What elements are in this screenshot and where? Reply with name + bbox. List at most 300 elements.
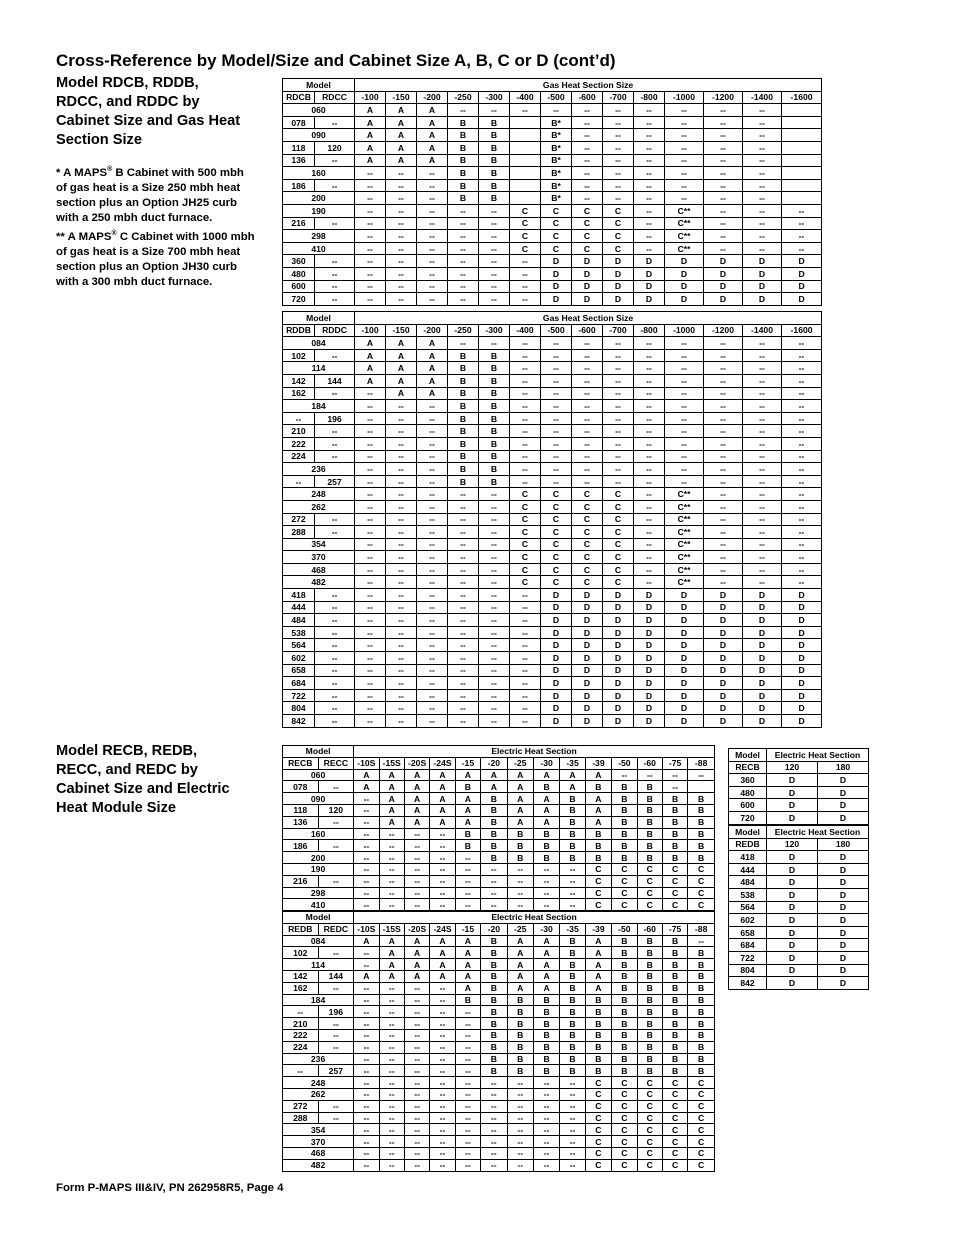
- cabinet-size-cell: D: [572, 267, 603, 280]
- cabinet-size-cell: --: [354, 828, 379, 840]
- cabinet-size-cell: B: [560, 1029, 585, 1041]
- gas-section-heading: [56, 74, 271, 150]
- cabinet-size-cell: --: [430, 982, 455, 994]
- cabinet-size-cell: --: [479, 104, 510, 117]
- cabinet-size-cell: --: [510, 412, 541, 425]
- cabinet-size-cell: B*: [541, 141, 572, 154]
- cabinet-size-cell: --: [572, 475, 603, 488]
- cabinet-size-cell: --: [665, 154, 704, 167]
- cabinet-size-cell: --: [510, 664, 541, 677]
- cabinet-size-cell: D: [603, 689, 634, 702]
- cabinet-size-cell: --: [448, 689, 479, 702]
- cabinet-size-cell: A: [386, 129, 417, 142]
- cabinet-size-cell: --: [479, 715, 510, 728]
- cabinet-size-cell: B: [479, 437, 510, 450]
- table-row: [283, 1100, 715, 1112]
- cabinet-size-cell: B: [662, 1041, 687, 1053]
- cabinet-size-cell: --: [355, 715, 386, 728]
- cabinet-size-cell: --: [743, 179, 782, 192]
- cabinet-size-cell: --: [355, 664, 386, 677]
- cabinet-size-cell: B: [479, 116, 510, 129]
- cabinet-size-cell: C: [688, 863, 715, 875]
- cabinet-size-cell: C: [603, 242, 634, 255]
- cabinet-size-cell: --: [603, 437, 634, 450]
- cabinet-size-cell: --: [355, 500, 386, 513]
- cabinet-size-cell: --: [704, 563, 743, 576]
- cabinet-size-cell: C: [585, 875, 611, 887]
- cabinet-size-cell: B: [479, 412, 510, 425]
- cabinet-size-cell: --: [704, 513, 743, 526]
- cabinet-size-cell: --: [481, 1088, 507, 1100]
- cabinet-size-cell: --: [634, 463, 665, 476]
- cabinet-size-cell: --: [634, 500, 665, 513]
- cabinet-size-cell: C: [637, 899, 662, 911]
- cabinet-size-cell: C: [603, 576, 634, 589]
- model-size-cell: 190: [283, 863, 354, 875]
- model-size-cell: 084: [283, 935, 354, 947]
- model-size-cell: --: [315, 154, 355, 167]
- model-size-cell: 114: [283, 959, 354, 971]
- cabinet-size-cell: C: [637, 863, 662, 875]
- size-column-header: -30: [533, 757, 559, 769]
- cabinet-size-cell: --: [417, 255, 448, 268]
- cabinet-size-cell: B: [507, 1029, 533, 1041]
- cabinet-size-cell: C: [688, 1100, 715, 1112]
- cabinet-size-cell: A: [455, 970, 480, 982]
- cabinet-size-cell: --: [572, 450, 603, 463]
- model-size-cell: --: [315, 715, 355, 728]
- group-header: Electric Heat Section: [767, 826, 869, 839]
- cabinet-size-cell: D: [704, 664, 743, 677]
- cabinet-size-cell: --: [355, 387, 386, 400]
- cabinet-size-cell: C: [541, 230, 572, 243]
- size-column-header: -800: [634, 91, 665, 104]
- cabinet-size-cell: --: [354, 1065, 379, 1077]
- table-row: [283, 563, 822, 576]
- cabinet-size-cell: D: [634, 589, 665, 602]
- cabinet-size-cell: A: [585, 970, 611, 982]
- cabinet-size-cell: B: [662, 970, 687, 982]
- cabinet-size-cell: D: [767, 799, 818, 812]
- cabinet-size-cell: --: [355, 217, 386, 230]
- cabinet-size-cell: --: [634, 563, 665, 576]
- cabinet-size-cell: --: [743, 387, 782, 400]
- table-row: [283, 1077, 715, 1089]
- cabinet-size-cell: B: [637, 1018, 662, 1030]
- table-row: [283, 475, 822, 488]
- gas-heading-line: Cabinet Size and Gas Heat: [56, 113, 241, 129]
- cabinet-size-cell: A: [417, 141, 448, 154]
- cabinet-size-cell: A: [507, 970, 533, 982]
- cabinet-size-cell: B: [533, 1041, 559, 1053]
- cabinet-size-cell: --: [479, 293, 510, 306]
- cabinet-size-cell: --: [507, 875, 533, 887]
- cabinet-size-cell: D: [634, 652, 665, 665]
- cabinet-size-cell: B: [662, 816, 687, 828]
- model-size-cell: 538: [729, 888, 767, 901]
- model-size-cell: 162: [283, 982, 319, 994]
- size-column-header: -35: [560, 923, 585, 935]
- cabinet-size-cell: --: [417, 230, 448, 243]
- cabinet-size-cell: --: [448, 677, 479, 690]
- model-size-cell: 658: [729, 926, 767, 939]
- cabinet-size-cell: A: [507, 781, 533, 793]
- cabinet-size-cell: --: [404, 840, 429, 852]
- cabinet-size-cell: --: [386, 589, 417, 602]
- cabinet-size-cell: A: [585, 982, 611, 994]
- cabinet-size-cell: --: [417, 689, 448, 702]
- cabinet-size-cell: --: [782, 400, 822, 413]
- cabinet-size-cell: --: [404, 863, 429, 875]
- cabinet-size-cell: --: [455, 1077, 480, 1089]
- model-size-cell: 222: [283, 1029, 319, 1041]
- cabinet-size-cell: C: [662, 887, 687, 899]
- model-size-cell: 360: [729, 774, 767, 787]
- cabinet-size-cell: [510, 179, 541, 192]
- cabinet-size-cell: --: [355, 400, 386, 413]
- cabinet-size-cell: A: [585, 793, 611, 805]
- table-header-row: [283, 312, 822, 325]
- cabinet-size-cell: --: [782, 242, 822, 255]
- size-column-header: -75: [662, 923, 687, 935]
- cabinet-size-cell: --: [481, 1124, 507, 1136]
- model-size-cell: 186: [283, 840, 319, 852]
- cabinet-size-cell: D: [541, 677, 572, 690]
- table-row: [283, 959, 715, 971]
- cabinet-size-cell: --: [541, 400, 572, 413]
- cabinet-size-cell: --: [479, 500, 510, 513]
- cabinet-size-cell: --: [455, 899, 480, 911]
- cabinet-size-cell: --: [704, 349, 743, 362]
- cabinet-size-cell: C: [572, 513, 603, 526]
- cabinet-size-cell: --: [379, 1088, 404, 1100]
- cabinet-size-cell: --: [417, 412, 448, 425]
- cabinet-size-cell: --: [430, 1147, 455, 1159]
- cabinet-size-cell: --: [417, 463, 448, 476]
- model-column-header: REDB: [729, 838, 767, 851]
- cabinet-size-cell: --: [355, 526, 386, 539]
- model-size-cell: --: [283, 475, 315, 488]
- cabinet-size-cell: --: [541, 374, 572, 387]
- size-column-header: -50: [612, 923, 637, 935]
- cabinet-size-cell: C: [662, 1088, 687, 1100]
- cabinet-size-cell: --: [355, 702, 386, 715]
- cabinet-size-cell: D: [665, 715, 704, 728]
- cabinet-size-cell: B: [448, 450, 479, 463]
- cabinet-size-cell: --: [782, 551, 822, 564]
- table-row: [283, 337, 822, 350]
- cabinet-size-cell: --: [386, 500, 417, 513]
- cabinet-size-cell: A: [455, 947, 480, 959]
- cabinet-size-cell: B: [612, 1018, 637, 1030]
- cabinet-size-cell: A: [379, 816, 404, 828]
- cabinet-size-cell: --: [455, 1136, 480, 1148]
- cabinet-size-cell: D: [541, 280, 572, 293]
- cabinet-size-cell: B: [637, 1065, 662, 1077]
- cabinet-size-cell: --: [417, 293, 448, 306]
- cabinet-size-cell: --: [634, 179, 665, 192]
- cabinet-size-cell: --: [634, 192, 665, 205]
- cabinet-size-cell: --: [386, 463, 417, 476]
- table-row: [283, 374, 822, 387]
- cabinet-size-cell: --: [572, 387, 603, 400]
- cabinet-size-cell: --: [510, 601, 541, 614]
- cabinet-size-cell: B: [688, 793, 715, 805]
- cabinet-size-cell: A: [386, 387, 417, 400]
- cabinet-size-cell: --: [743, 450, 782, 463]
- cabinet-size-cell: D: [818, 914, 869, 927]
- cabinet-size-cell: A: [455, 959, 480, 971]
- cabinet-size-cell: --: [665, 475, 704, 488]
- cabinet-size-cell: --: [479, 551, 510, 564]
- cabinet-size-cell: B: [507, 840, 533, 852]
- cabinet-size-cell: --: [665, 437, 704, 450]
- cabinet-size-cell: A: [533, 793, 559, 805]
- model-column-header: RDCB: [283, 91, 315, 104]
- cabinet-size-cell: [782, 129, 822, 142]
- model-size-cell: 468: [283, 1147, 354, 1159]
- cabinet-size-cell: D: [743, 601, 782, 614]
- cabinet-size-cell: --: [417, 425, 448, 438]
- electric-heat-table-recb-recc: [282, 745, 715, 911]
- cabinet-size-cell: --: [572, 412, 603, 425]
- model-size-cell: 162: [283, 387, 315, 400]
- cabinet-size-cell: D: [818, 799, 869, 812]
- model-size-cell: 118: [283, 141, 315, 154]
- size-column-header: -1200: [704, 91, 743, 104]
- cabinet-size-cell: --: [417, 500, 448, 513]
- cabinet-size-cell: C: [585, 1147, 611, 1159]
- table-row: [283, 793, 715, 805]
- cabinet-size-cell: --: [634, 242, 665, 255]
- cabinet-size-cell: --: [782, 204, 822, 217]
- cabinet-size-cell: --: [665, 362, 704, 375]
- cabinet-size-cell: --: [782, 576, 822, 589]
- cabinet-size-cell: D: [767, 851, 818, 864]
- cabinet-size-cell: --: [704, 230, 743, 243]
- cabinet-size-cell: --: [743, 437, 782, 450]
- cabinet-size-cell: B: [612, 1006, 637, 1018]
- cabinet-size-cell: --: [665, 463, 704, 476]
- size-column-header: -700: [603, 91, 634, 104]
- cabinet-size-cell: C: [585, 887, 611, 899]
- cabinet-size-cell: D: [665, 677, 704, 690]
- cabinet-size-cell: C**: [665, 488, 704, 501]
- cabinet-size-cell: --: [430, 1088, 455, 1100]
- cabinet-size-cell: --: [417, 639, 448, 652]
- cabinet-size-cell: --: [354, 1006, 379, 1018]
- cabinet-size-cell: --: [417, 217, 448, 230]
- model-size-cell: --: [315, 425, 355, 438]
- table-header-row: [283, 79, 822, 92]
- cabinet-size-cell: --: [479, 576, 510, 589]
- cabinet-size-cell: B*: [541, 167, 572, 180]
- model-size-cell: 298: [283, 887, 354, 899]
- cabinet-size-cell: --: [507, 1100, 533, 1112]
- cabinet-size-cell: D: [572, 614, 603, 627]
- cabinet-size-cell: --: [455, 863, 480, 875]
- cabinet-size-cell: --: [481, 1112, 507, 1124]
- table-row: [283, 601, 822, 614]
- cabinet-size-cell: D: [572, 652, 603, 665]
- cabinet-size-cell: C: [541, 526, 572, 539]
- model-size-cell: 120: [315, 141, 355, 154]
- cabinet-size-cell: D: [541, 652, 572, 665]
- cabinet-size-cell: C: [637, 1088, 662, 1100]
- cabinet-size-cell: C: [662, 863, 687, 875]
- cabinet-size-cell: B: [479, 400, 510, 413]
- cabinet-size-cell: D: [782, 293, 822, 306]
- model-size-cell: --: [318, 1018, 354, 1030]
- cabinet-size-cell: --: [510, 387, 541, 400]
- size-column-header: -15: [455, 923, 480, 935]
- cabinet-size-cell: A: [455, 935, 480, 947]
- cabinet-size-cell: B: [479, 425, 510, 438]
- cabinet-size-cell: A: [379, 935, 404, 947]
- cabinet-size-cell: A: [355, 129, 386, 142]
- cabinet-size-cell: --: [479, 488, 510, 501]
- cabinet-size-cell: --: [782, 387, 822, 400]
- cabinet-size-cell: B: [448, 167, 479, 180]
- cabinet-size-cell: --: [572, 179, 603, 192]
- cabinet-size-cell: --: [704, 116, 743, 129]
- cabinet-size-cell: C: [612, 1136, 637, 1148]
- cabinet-size-cell: --: [634, 167, 665, 180]
- cabinet-size-cell: [782, 167, 822, 180]
- cabinet-size-cell: --: [665, 129, 704, 142]
- table-row: [729, 914, 869, 927]
- cabinet-size-cell: --: [404, 994, 429, 1006]
- cabinet-size-cell: --: [743, 192, 782, 205]
- cabinet-size-cell: C: [688, 1077, 715, 1089]
- table-row: [283, 463, 822, 476]
- cabinet-size-cell: --: [634, 400, 665, 413]
- cabinet-size-cell: --: [572, 463, 603, 476]
- cabinet-size-cell: --: [379, 863, 404, 875]
- size-column-header: -75: [662, 757, 687, 769]
- cabinet-size-cell: C: [637, 887, 662, 899]
- cabinet-size-cell: D: [704, 293, 743, 306]
- cabinet-size-cell: B: [612, 982, 637, 994]
- cabinet-size-cell: --: [355, 551, 386, 564]
- cabinet-size-cell: --: [603, 475, 634, 488]
- cabinet-size-cell: --: [665, 104, 704, 117]
- cabinet-size-cell: D: [743, 702, 782, 715]
- cabinet-size-cell: --: [417, 192, 448, 205]
- cabinet-size-cell: --: [417, 626, 448, 639]
- table-header-row: [729, 826, 869, 839]
- cabinet-size-cell: B*: [541, 129, 572, 142]
- model-size-cell: 288: [283, 1112, 319, 1124]
- table-row: [283, 267, 822, 280]
- cabinet-size-cell: [510, 116, 541, 129]
- model-size-cell: 360: [283, 255, 315, 268]
- cabinet-size-cell: --: [386, 601, 417, 614]
- cabinet-size-cell: --: [404, 1124, 429, 1136]
- cabinet-size-cell: A: [404, 769, 429, 781]
- cabinet-size-cell: A: [533, 769, 559, 781]
- cabinet-size-cell: --: [404, 1147, 429, 1159]
- cabinet-size-cell: D: [767, 977, 818, 990]
- cabinet-size-cell: D: [541, 589, 572, 602]
- cabinet-size-cell: A: [507, 816, 533, 828]
- size-column-header: -1000: [665, 91, 704, 104]
- electric-heat-table-redb-large: [728, 825, 869, 990]
- cabinet-size-cell: C: [541, 576, 572, 589]
- cabinet-size-cell: B: [612, 804, 637, 816]
- cabinet-size-cell: B: [637, 994, 662, 1006]
- cabinet-size-cell: D: [541, 639, 572, 652]
- cabinet-size-cell: A: [404, 970, 429, 982]
- cabinet-size-cell: --: [417, 715, 448, 728]
- cabinet-size-cell: D: [634, 639, 665, 652]
- cabinet-size-cell: --: [481, 1077, 507, 1089]
- table-row: [283, 1018, 715, 1030]
- cabinet-size-cell: B: [448, 362, 479, 375]
- cabinet-size-cell: D: [704, 601, 743, 614]
- table-row: [283, 141, 822, 154]
- cabinet-size-cell: --: [354, 793, 379, 805]
- cabinet-size-cell: --: [662, 781, 687, 793]
- cabinet-size-cell: B*: [541, 116, 572, 129]
- model-size-cell: --: [315, 293, 355, 306]
- cabinet-size-cell: B: [612, 1029, 637, 1041]
- model-size-cell: --: [315, 437, 355, 450]
- cabinet-size-cell: --: [386, 689, 417, 702]
- cabinet-size-cell: --: [704, 167, 743, 180]
- model-header: Model: [729, 749, 767, 762]
- gas-heading-line: Section Size: [56, 132, 142, 148]
- cabinet-size-cell: A: [430, 793, 455, 805]
- cabinet-size-cell: --: [665, 179, 704, 192]
- cabinet-size-cell: --: [603, 374, 634, 387]
- cabinet-size-cell: --: [355, 626, 386, 639]
- model-size-cell: 600: [729, 799, 767, 812]
- cabinet-size-cell: --: [665, 337, 704, 350]
- cabinet-size-cell: D: [665, 255, 704, 268]
- cabinet-size-cell: --: [560, 1088, 585, 1100]
- cabinet-size-cell: --: [404, 1159, 429, 1171]
- size-column-header: -600: [572, 324, 603, 337]
- cabinet-size-cell: D: [782, 702, 822, 715]
- cabinet-size-cell: --: [560, 863, 585, 875]
- table-row: [283, 450, 822, 463]
- cabinet-size-cell: --: [541, 475, 572, 488]
- model-size-cell: --: [283, 412, 315, 425]
- cabinet-size-cell: D: [767, 951, 818, 964]
- cabinet-size-cell: B: [637, 935, 662, 947]
- cabinet-size-cell: C: [510, 500, 541, 513]
- size-column-header: -200: [417, 324, 448, 337]
- cabinet-size-cell: --: [386, 652, 417, 665]
- cabinet-size-cell: --: [404, 1112, 429, 1124]
- cabinet-size-cell: --: [448, 702, 479, 715]
- cabinet-size-cell: B: [612, 994, 637, 1006]
- model-size-cell: 222: [283, 437, 315, 450]
- cabinet-size-cell: B: [612, 970, 637, 982]
- cabinet-size-cell: D: [572, 664, 603, 677]
- cabinet-size-cell: A: [430, 781, 455, 793]
- cabinet-size-cell: --: [355, 677, 386, 690]
- cabinet-size-cell: C: [612, 1112, 637, 1124]
- cabinet-size-cell: --: [386, 614, 417, 627]
- cabinet-size-cell: --: [448, 337, 479, 350]
- model-header: Model: [283, 79, 355, 92]
- cabinet-size-cell: --: [560, 1112, 585, 1124]
- model-size-cell: 480: [283, 267, 315, 280]
- cabinet-size-cell: C: [585, 1088, 611, 1100]
- cabinet-size-cell: B: [560, 816, 585, 828]
